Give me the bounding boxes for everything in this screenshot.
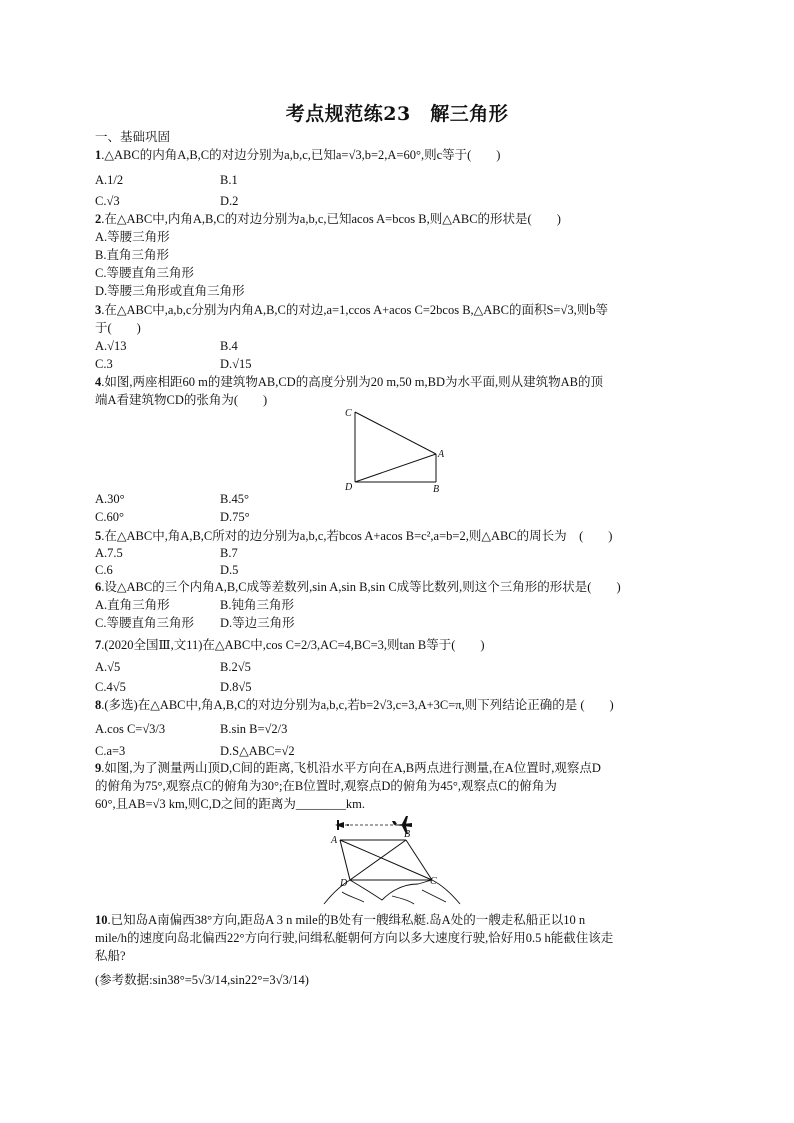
q4-label-a: A bbox=[438, 449, 445, 460]
question-9-stem bbox=[95, 761, 601, 776]
q8-option-b: B.sin B=√2/3 bbox=[220, 722, 288, 736]
question-4-stem bbox=[95, 375, 603, 390]
q7-option-a: A.√5 bbox=[95, 660, 121, 674]
question-10-stem bbox=[95, 913, 585, 928]
section-heading: 一、基础巩固 bbox=[95, 130, 171, 144]
q9-label-b: B bbox=[404, 829, 411, 840]
question-5-stem bbox=[95, 529, 612, 544]
question-text: .(2020全国Ⅲ,文11)在△ABC中,cos C=2/3,AC=4,BC=3,则tan B等于( ) bbox=[101, 638, 485, 652]
question-text: .设△ABC的三个内角A,B,C成等差数列,sin A,sin B,sin C成等比数列,则这个三角形的形状是( ) bbox=[101, 580, 621, 594]
q3-option-c: C.3 bbox=[95, 357, 113, 371]
question-text: .△ABC的内角A,B,C的对边分别为a,b,c,已知a=√3,b=2,A=60°,则c等于( ) bbox=[101, 148, 501, 162]
q6-option-d: D.等边三角形 bbox=[220, 616, 295, 630]
q9-label-c: C bbox=[430, 876, 437, 887]
q3-option-b: B.4 bbox=[220, 339, 238, 353]
q8-option-d: D.S△ABC=√2 bbox=[220, 744, 295, 758]
q3-option-d: D.√15 bbox=[220, 357, 252, 371]
q6-option-c: C.等腰直角三角形 bbox=[95, 616, 194, 630]
question-1-stem bbox=[95, 148, 500, 163]
q10-reference-data: (参考数据:sin38°=5√3/14,sin22°=3√3/14) bbox=[95, 973, 309, 987]
q1-option-b: B.1 bbox=[220, 173, 238, 187]
question-number: 10 bbox=[95, 913, 108, 927]
question-number: 2 bbox=[95, 212, 102, 226]
question-text: .在△ABC中,角A,B,C所对的边分别为a,b,c,若bcos A+acos B=c²,a=b=2,则△ABC的周长为 ( ) bbox=[101, 529, 613, 543]
q2-option-b: B.直角三角形 bbox=[95, 248, 169, 262]
question-number: 4 bbox=[95, 375, 102, 389]
q9-label-d: D bbox=[340, 878, 348, 889]
q6-option-a: A.直角三角形 bbox=[95, 598, 170, 612]
q2-option-c: C.等腰直角三角形 bbox=[95, 266, 194, 280]
page-title: 考点规范练23 解三角形 bbox=[285, 103, 509, 125]
question-9-stem-cont: 的俯角为75°,观察点C的俯角为30°;在B位置时,观察点D的俯角为45°,观察点C的俯角为 bbox=[95, 779, 557, 793]
q4-option-b: B.45° bbox=[220, 492, 249, 506]
q4-figure bbox=[340, 404, 450, 494]
q4-label-d: D bbox=[345, 482, 353, 493]
question-9-stem-cont2: 60°,且AB=√3 km,则C,D之间的距离为________km. bbox=[95, 797, 365, 811]
question-number: 7 bbox=[95, 638, 102, 652]
question-3-stem bbox=[95, 303, 608, 318]
q5-option-a: A.7.5 bbox=[95, 546, 123, 560]
q4-option-d: D.75° bbox=[220, 510, 250, 524]
q4-label-c: C bbox=[345, 408, 352, 419]
question-3-stem-cont: 于( ) bbox=[95, 321, 141, 335]
question-7-stem bbox=[95, 638, 485, 653]
q7-option-c: C.4√5 bbox=[95, 680, 126, 694]
q4-option-a: A.30° bbox=[95, 492, 125, 506]
question-number: 1 bbox=[95, 148, 102, 162]
q7-option-d: D.8√5 bbox=[220, 680, 252, 694]
question-text: .如图,为了测量两山顶D,C间的距离,飞机沿水平方向在A,B两点进行测量,在A位置时,观察点D bbox=[101, 761, 601, 775]
q9-label-a: A bbox=[331, 835, 338, 846]
question-8-stem bbox=[95, 698, 614, 713]
question-number: 6 bbox=[95, 580, 102, 594]
question-number: 9 bbox=[95, 761, 102, 775]
q2-option-d: D.等腰三角形或直角三角形 bbox=[95, 284, 245, 298]
q9-figure bbox=[322, 812, 462, 908]
q5-option-d: D.5 bbox=[220, 563, 239, 577]
q8-option-c: C.a=3 bbox=[95, 744, 126, 758]
q8-option-a: A.cos C=√3/3 bbox=[95, 722, 166, 736]
question-10-stem-cont: mile/h的速度向岛北偏西22°方向行驶,问缉私艇朝何方向以多大速度行驶,恰好用0.5 h能截住该走 bbox=[95, 931, 614, 945]
q1-option-a: A.1/2 bbox=[95, 173, 124, 187]
q5-option-c: C.6 bbox=[95, 563, 113, 577]
q2-option-a: A.等腰三角形 bbox=[95, 230, 170, 244]
question-number: 3 bbox=[95, 303, 102, 317]
question-6-stem bbox=[95, 580, 621, 595]
question-10-stem-cont2: 私船? bbox=[95, 949, 126, 963]
question-text: .在△ABC中,a,b,c分别为内角A,B,C的对边,a=1,ccos A+acos C=2bcos B,△ABC的面积S=√3,则b等 bbox=[101, 303, 608, 317]
question-4-stem-cont: 端A看建筑物CD的张角为( ) bbox=[95, 393, 268, 407]
q4-label-b: B bbox=[433, 484, 440, 494]
question-text: .如图,两座相距60 m的建筑物AB,CD的高度分别为20 m,50 m,BD为水平面,则从建筑物AB的顶 bbox=[101, 375, 604, 389]
q3-option-a: A.√13 bbox=[95, 339, 127, 353]
q1-option-d: D.2 bbox=[220, 194, 239, 208]
question-text: .在△ABC中,内角A,B,C的对边分别为a,b,c,已知acos A=bcos B,则△ABC的形状是( ) bbox=[101, 212, 561, 226]
q7-option-b: B.2√5 bbox=[220, 660, 251, 674]
q6-option-b: B.钝角三角形 bbox=[220, 598, 294, 612]
q5-option-b: B.7 bbox=[220, 546, 238, 560]
q4-option-c: C.60° bbox=[95, 510, 124, 524]
question-text: .(多选)在△ABC中,角A,B,C的对边分别为a,b,c,若b=2√3,c=3,A+3C=π,则下列结论正确的是 ( ) bbox=[101, 698, 614, 712]
question-text: .已知岛A南偏西38°方向,距岛A 3 n mile的B处有一艘缉私艇.岛A处的一艘走私船正以10 n bbox=[107, 913, 586, 927]
question-2-stem bbox=[95, 212, 561, 227]
question-number: 5 bbox=[95, 529, 102, 543]
question-number: 8 bbox=[95, 698, 102, 712]
q1-option-c: C.√3 bbox=[95, 194, 120, 208]
